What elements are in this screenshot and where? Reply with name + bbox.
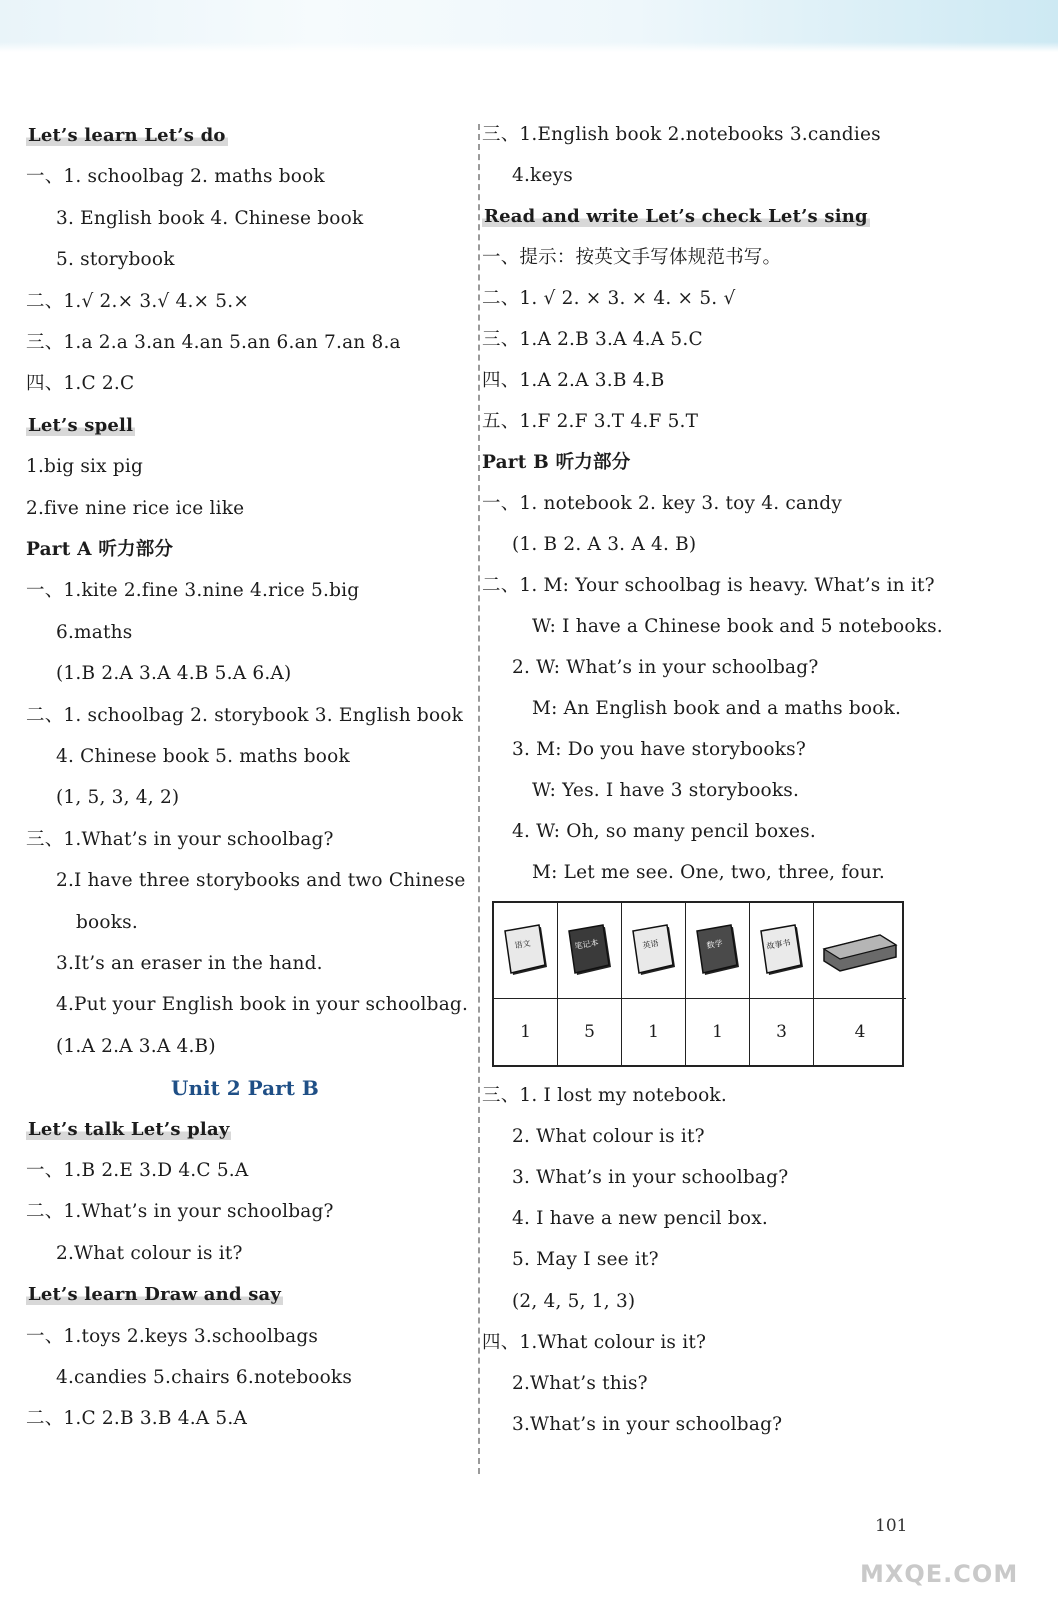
line-text: 四、1.A 2.A 3.B 4.B	[482, 370, 665, 391]
line-text: Let’s spell	[28, 414, 134, 436]
line-text: M: An English book and a maths book.	[532, 698, 902, 719]
column-divider	[478, 124, 480, 1474]
answer-line	[512, 1405, 782, 1445]
table-image-cell	[494, 903, 558, 999]
line-text: 6.maths	[56, 621, 133, 643]
answer-line	[482, 443, 630, 483]
line-text: 一、1.kite 2.fine 3.nine 4.rice 5.big	[26, 580, 360, 602]
line-text: 5. storybook	[56, 249, 175, 271]
line-text: 4. I have a new pencil box.	[512, 1208, 768, 1230]
answer-line	[512, 812, 816, 852]
chinese-book-icon	[501, 923, 551, 979]
answer-table	[492, 901, 904, 1067]
line-text: (1.A 2.A 3.A 4.B)	[56, 1035, 216, 1057]
line-text: 二、1. √ 2. × 3. × 4. × 5. √	[482, 288, 736, 309]
answer-line	[76, 903, 138, 943]
answer-line	[26, 571, 359, 611]
line-text: 一、1.toys 2.keys 3.schoolbags	[26, 1325, 319, 1347]
answer-line	[56, 1358, 352, 1398]
answer-line	[26, 157, 325, 197]
line-text: 3. English book 4. Chinese book	[56, 207, 364, 229]
line-text: W: I have a Chinese book and 5 notebooks.	[532, 616, 943, 637]
answer-line	[482, 279, 735, 319]
answer-line	[26, 489, 244, 529]
answer-line	[26, 447, 143, 487]
line-text: 3. M: Do you have storybooks?	[512, 739, 806, 760]
section-heading	[26, 1275, 283, 1315]
line-text: (1. B 2. A 3. A 4. B)	[512, 534, 697, 555]
answer-line	[56, 199, 363, 239]
answer-line	[512, 525, 696, 565]
line-text: 一、1. schoolbag 2. maths book	[26, 166, 325, 188]
answer-line	[26, 696, 463, 736]
line-text: 一、提示：按英文手写体规范书写。	[482, 247, 782, 268]
line-text: 二、1. M: Your schoolbag is heavy. What’s in it?	[482, 575, 935, 596]
answer-line	[56, 944, 323, 984]
answer-line	[482, 320, 703, 360]
line-text: 3.It’s an eraser in the hand.	[56, 953, 323, 974]
answer-line	[56, 737, 350, 777]
section-heading	[482, 197, 870, 237]
answer-line	[482, 1323, 706, 1363]
section-heading	[26, 1110, 231, 1150]
line-text: 二、1. schoolbag 2. storybook 3. English book	[26, 704, 464, 726]
line-text: 3.What’s in your schoolbag?	[512, 1413, 783, 1435]
answer-line	[512, 1199, 768, 1239]
answer-line	[532, 853, 885, 893]
answer-line	[56, 654, 291, 694]
line-text: 2.What colour is it?	[56, 1242, 243, 1264]
line-text: Part B 听力部分	[482, 452, 631, 473]
line-text: 三、1.What’s in your schoolbag?	[26, 828, 334, 850]
answer-line	[482, 1076, 727, 1116]
answer-line	[532, 771, 799, 811]
answer-line	[56, 613, 132, 653]
section-heading	[26, 116, 228, 156]
answer-line	[512, 730, 806, 770]
table-image-cell	[558, 903, 622, 999]
table-image-cell	[814, 903, 906, 999]
answer-line	[26, 1317, 318, 1357]
line-text: 1.big six pig	[26, 456, 144, 478]
answer-line	[532, 607, 943, 647]
notebook-icon	[565, 923, 615, 979]
book-label: 语文	[513, 938, 531, 950]
line-text: W: Yes. I have 3 storybooks.	[532, 780, 800, 801]
line-text: 4.Put your English book in your schoolbag.	[56, 994, 469, 1016]
table-count-cell: 4	[854, 1022, 866, 1042]
answer-line	[56, 861, 466, 901]
answer-line	[26, 820, 334, 860]
book-label: 故事书	[765, 937, 791, 951]
line-text: Read and write Let’s check Let’s sing	[484, 206, 868, 227]
line-text: 2.What’s this?	[512, 1372, 648, 1394]
table-count-cell: 1	[494, 999, 558, 1065]
answer-line	[26, 323, 401, 363]
watermark: MXQE.COM	[860, 1560, 1019, 1588]
english-book-icon	[629, 923, 679, 979]
line-text: 二、1.What’s in your schoolbag?	[26, 1201, 334, 1223]
book-label: 笔记本	[573, 937, 599, 951]
book-label: 数学	[705, 938, 723, 950]
table-count-cell: 3	[750, 999, 814, 1065]
line-text: 三、1.a 2.a 3.an 4.an 5.an 6.an 7.an 8.a	[26, 332, 401, 353]
line-text: 2.five nine rice ice like	[26, 497, 245, 519]
answer-line	[512, 1117, 705, 1157]
pencil-box-icon	[820, 927, 900, 975]
answer-line	[56, 778, 179, 818]
table-image-cell	[686, 903, 750, 999]
line-text: 2. What colour is it?	[512, 1126, 705, 1148]
answer-line	[482, 115, 881, 155]
answer-line	[512, 1364, 648, 1404]
answer-line	[56, 1027, 216, 1067]
storybook-icon	[757, 923, 807, 979]
answer-line	[56, 985, 468, 1025]
line-text: 四、1.C 2.C	[26, 373, 135, 395]
table-count-cell: 5	[558, 999, 622, 1065]
line-text: 三、1.English book 2.notebooks 3.candies	[482, 124, 881, 145]
line-text: 4.keys	[512, 165, 573, 186]
line-text: 三、1.A 2.B 3.A 4.A 5.C	[482, 329, 703, 350]
table-image-cell	[750, 903, 814, 999]
line-text: 4.candies 5.chairs 6.notebooks	[56, 1367, 353, 1388]
answer-line	[56, 1234, 243, 1274]
answer-line	[482, 402, 698, 442]
answer-line	[532, 689, 901, 729]
answer-line	[482, 238, 781, 278]
line-text: 4. W: Oh, so many pencil boxes.	[512, 821, 816, 842]
line-text: 三、1. I lost my notebook.	[482, 1085, 727, 1106]
unit-title	[171, 1068, 319, 1108]
answer-line	[512, 1158, 788, 1198]
line-text: 一、1.B 2.E 3.D 4.C 5.A	[26, 1160, 249, 1181]
line-text: Unit 2 Part B	[171, 1076, 319, 1101]
line-text: 3. What’s in your schoolbag?	[512, 1167, 789, 1189]
page-header-band	[0, 0, 1058, 52]
answer-line	[26, 364, 134, 404]
line-text: (1.B 2.A 3.A 4.B 5.A 6.A)	[56, 663, 292, 685]
line-text: 一、1. notebook 2. key 3. toy 4. candy	[482, 493, 842, 514]
answer-line	[482, 484, 842, 524]
line-text: (2, 4, 5, 1, 3)	[512, 1290, 636, 1312]
line-text: 四、1.What colour is it?	[482, 1331, 707, 1353]
line-text: 2. W: What’s in your schoolbag?	[512, 657, 819, 678]
page-number: 101	[875, 1516, 908, 1536]
table-count-cell: 1	[686, 999, 750, 1065]
maths-book-icon	[693, 923, 743, 979]
answer-line	[512, 156, 573, 196]
table-image-cell	[622, 903, 686, 999]
answer-line	[56, 240, 175, 280]
line-text: 五、1.F 2.F 3.T 4.F 5.T	[482, 411, 699, 432]
answer-line	[26, 282, 249, 322]
line-text: 4. Chinese book 5. maths book	[56, 746, 350, 767]
line-text: Part A 听力部分	[26, 539, 174, 560]
line-text: M: Let me see. One, two, three, four.	[532, 862, 885, 883]
line-text: 二、1.C 2.B 3.B 4.A 5.A	[26, 1408, 248, 1430]
line-text: Let’s learn Draw and say	[28, 1284, 282, 1306]
line-text: Let’s talk Let’s play	[28, 1118, 230, 1140]
book-label: 英语	[641, 938, 659, 950]
line-text: Let’s learn Let’s do	[28, 125, 226, 146]
answer-line	[26, 1399, 247, 1439]
section-heading	[26, 406, 135, 446]
answer-line	[26, 530, 173, 570]
line-text: 2.I have three storybooks and two Chinese	[56, 870, 466, 892]
answer-line	[26, 1192, 334, 1232]
line-text: books.	[76, 911, 138, 933]
answer-line	[482, 361, 665, 401]
line-text: (1, 5, 3, 4, 2)	[56, 787, 180, 809]
table-count-cell: 1	[622, 999, 686, 1065]
line-text: 5. May I see it?	[512, 1249, 659, 1271]
line-text: 二、1.√ 2.× 3.√ 4.× 5.×	[26, 290, 250, 312]
answer-line	[26, 1151, 248, 1191]
answer-line	[512, 648, 818, 688]
answer-line	[512, 1240, 659, 1280]
answer-line	[512, 1282, 635, 1322]
answer-line	[482, 566, 935, 606]
